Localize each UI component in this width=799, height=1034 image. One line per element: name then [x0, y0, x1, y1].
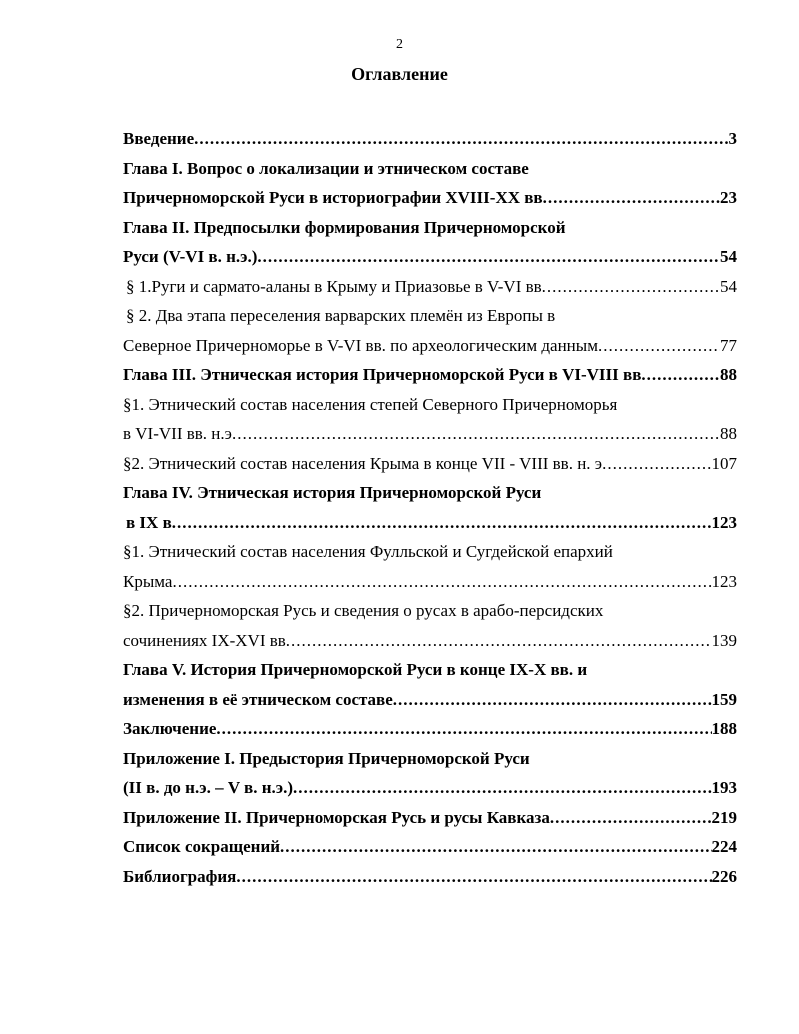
toc-entry-title: сочинениях IX-XVI вв — [123, 630, 286, 650]
toc-entry-title: Глава I. Вопрос о локализации и этническом составе — [123, 158, 529, 178]
toc-entry-page: 193 — [711, 778, 737, 797]
toc-entry — [123, 773, 737, 803]
toc-entry — [123, 803, 737, 833]
toc-entry-title: Библиография — [123, 866, 237, 886]
toc-entry-title: Руси (V-VI в. н.э.) — [123, 247, 258, 266]
toc-entry-title: Глава IV. Этническая история Причерноморской Руси — [123, 483, 542, 502]
toc-entry-title: в VI-VII вв. н.э — [123, 424, 232, 443]
toc-entry — [123, 596, 737, 626]
toc-entry-page: 219 — [711, 807, 737, 827]
toc-entry-title: Приложение I. Предыстория Причерноморской Руси — [123, 748, 530, 768]
toc-entry-title: (II в. до н.э. – V в. н.э.) — [123, 778, 294, 797]
toc-leader-dots — [598, 331, 720, 361]
toc-entry-page: 159 — [711, 689, 737, 709]
toc-entry-page: 54 — [720, 247, 737, 266]
toc-entry-title: Крыма — [123, 571, 173, 591]
page-title: Оглавление — [351, 64, 448, 84]
toc-entry — [123, 685, 737, 715]
toc-entry-title: изменения в её этническом составе — [123, 689, 393, 709]
toc-entry — [123, 331, 737, 361]
toc-entry-title: § 2. Два этапа переселения варварских племён из Европы в — [126, 306, 556, 325]
toc-entry-title: в IX в — [126, 512, 172, 532]
toc-leader-dots — [542, 272, 720, 302]
toc-entry — [123, 213, 737, 243]
toc-leader-dots — [216, 714, 711, 744]
toc-entry — [123, 744, 737, 774]
toc-entry-page: 226 — [711, 866, 737, 886]
toc-entry — [123, 478, 737, 508]
toc-entry-title: Глава II. Предпосылки формирования Причерноморской — [123, 217, 566, 237]
toc-entry-page: 123 — [711, 512, 737, 532]
toc-entry — [123, 508, 737, 538]
toc-entry-title: § 1.Руги и сармато-аланы в Крыму и Приазовье в V-VI вв — [126, 276, 542, 296]
table-of-contents — [123, 124, 737, 891]
toc-entry — [123, 449, 737, 479]
toc-leader-dots — [232, 419, 720, 449]
toc-entry — [123, 124, 737, 154]
toc-leader-dots — [293, 773, 711, 803]
toc-entry-title: Причерноморской Руси в историографии XVIII-XX вв — [123, 188, 543, 207]
toc-entry-title: Введение — [123, 129, 195, 148]
toc-entry — [123, 242, 737, 272]
page-number: 2 — [396, 37, 403, 52]
toc-entry-title: Северное Причерноморье в V-VI вв. по археологическим данным — [123, 335, 598, 355]
toc-leader-dots — [172, 567, 711, 597]
toc-entry-page: 224 — [711, 837, 737, 856]
toc-leader-dots — [602, 449, 711, 479]
toc-leader-dots — [543, 183, 720, 213]
toc-entry-title: §1. Этнический состав населения степей Северного Причерноморья — [123, 394, 618, 414]
toc-entry — [123, 567, 737, 597]
toc-entry-page: 139 — [711, 630, 737, 650]
toc-leader-dots — [393, 685, 712, 715]
toc-entry — [123, 390, 737, 420]
toc-leader-dots — [172, 508, 712, 538]
toc-entry — [123, 301, 737, 331]
toc-leader-dots — [550, 803, 712, 833]
toc-entry-page: 88 — [720, 424, 737, 443]
toc-entry — [123, 537, 737, 567]
toc-entry-page: 188 — [711, 719, 737, 738]
toc-leader-dots — [286, 626, 712, 656]
toc-entry — [123, 832, 737, 862]
toc-leader-dots — [641, 360, 720, 390]
toc-entry-title: §1. Этнический состав населения Фулльской и Сугдейской епархий — [123, 542, 613, 561]
toc-entry — [123, 862, 737, 892]
toc-entry-title: Заключение — [123, 719, 217, 738]
toc-entry-page: 3 — [728, 129, 737, 148]
toc-entry-page: 107 — [711, 453, 737, 473]
toc-entry-page: 23 — [720, 188, 737, 207]
toc-entry-title: Глава III. Этническая история Причерноморской Руси в VI-VIII вв — [123, 365, 642, 384]
toc-entry — [123, 154, 737, 184]
toc-entry — [123, 183, 737, 213]
toc-entry — [123, 272, 737, 302]
toc-entry-page: 54 — [720, 276, 737, 296]
toc-entry — [123, 419, 737, 449]
toc-entry-page: 77 — [720, 335, 737, 355]
toc-entry-title: Глава V. История Причерноморской Руси в конце IX-X вв. и — [123, 660, 588, 679]
toc-entry-page: 123 — [711, 571, 737, 591]
toc-leader-dots — [194, 124, 728, 154]
toc-entry — [123, 360, 737, 390]
toc-entry-title: §2. Этнический состав населения Крыма в конце VII - VIII вв. н. э — [123, 453, 603, 473]
toc-entry-title: Приложение II. Причерноморская Русь и русы Кавказа — [123, 807, 550, 827]
toc-entry — [123, 714, 737, 744]
toc-leader-dots — [257, 242, 720, 272]
toc-leader-dots — [280, 832, 711, 862]
toc-entry — [123, 655, 737, 685]
toc-leader-dots — [236, 862, 711, 892]
toc-entry — [123, 626, 737, 656]
toc-entry-title: Список сокращений — [123, 837, 281, 856]
toc-entry-title: §2. Причерноморская Русь и сведения о русах в арабо-персидских — [123, 601, 604, 620]
toc-entry-page: 88 — [720, 365, 737, 384]
